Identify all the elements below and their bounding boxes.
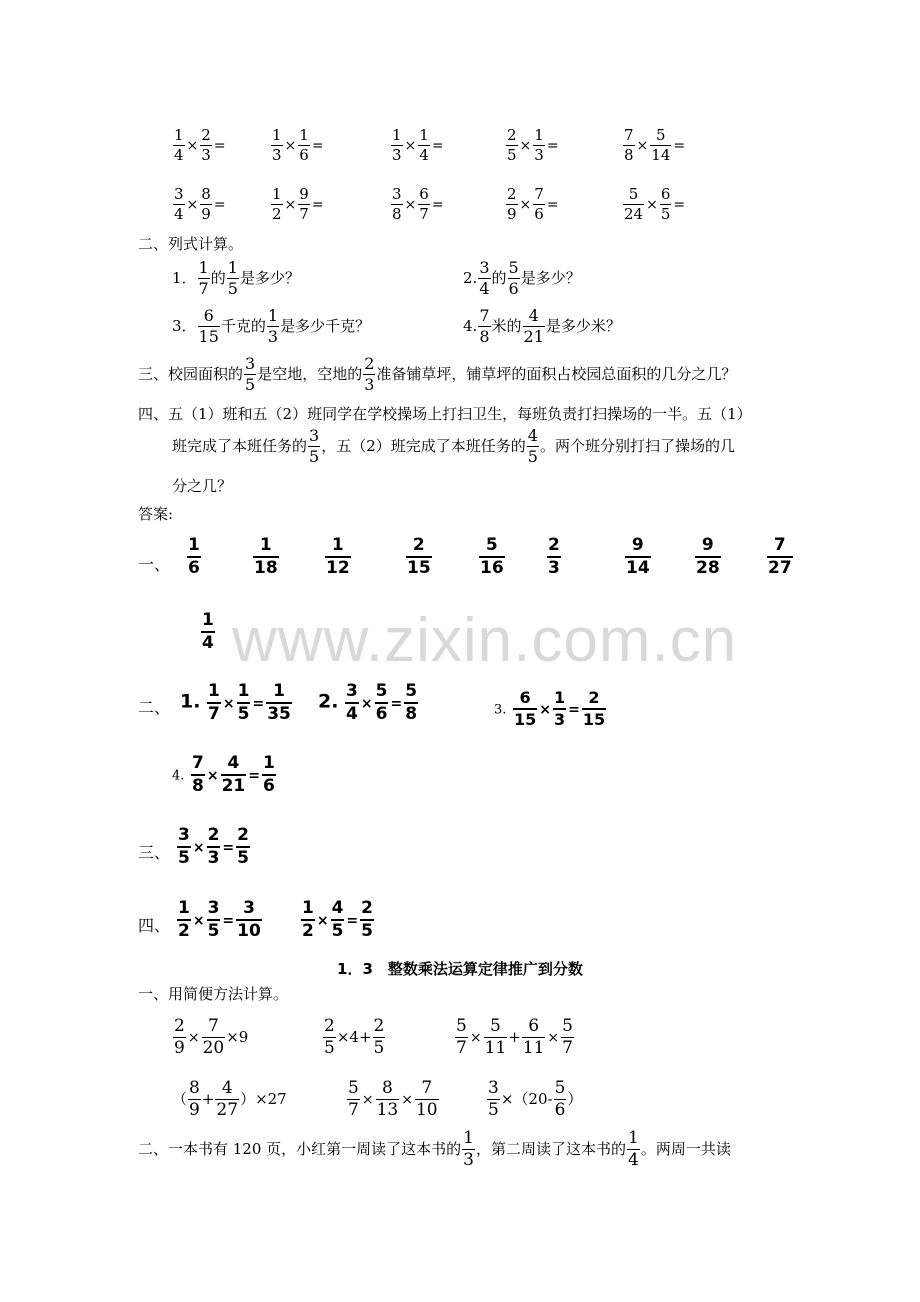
section-4-line1: 四、五（1）班和五（2）班同学在学校操场上打扫卫生，每班负责打扫操场的一半。五（1） xyxy=(138,405,752,423)
fraction: $\frac{1}{4}$ xyxy=(628,1128,639,1170)
fraction: $\frac{1}{3}$ xyxy=(553,688,566,729)
exercise-item: $\frac{1}{2}$ × $\frac{9}{7}$ = xyxy=(272,185,324,223)
fraction: $\frac{4}{27}$ xyxy=(216,1078,239,1120)
fraction: $\frac{5}{6}$ xyxy=(508,258,519,298)
answer-value xyxy=(200,612,216,652)
answer-3-label: 三、 xyxy=(138,843,171,862)
exercise-item: $\frac{7}{8}$ × $\frac{5}{14}$ = xyxy=(624,126,686,164)
answer-4-a: $\frac{1}{2}$ × $\frac{3}{5}$ = $\frac{3}{10}$ xyxy=(178,898,261,941)
fraction: $\frac{2}{5}$ xyxy=(237,825,249,868)
fraction: $\frac{7}{20}$ xyxy=(202,1016,225,1058)
exercise-item: $\frac{1}{4}$ × $\frac{2}{3}$ = xyxy=(174,126,226,164)
fraction: $\frac{9}{14}$ xyxy=(626,535,650,578)
fraction: $\frac{1}{5}$ xyxy=(237,681,250,724)
fraction: $\frac{2}{5}$ xyxy=(507,126,517,164)
lesson-section-1: 一、用简便方法计算。 xyxy=(138,985,289,1003)
exercise-item: $\frac{1}{3}$ × $\frac{1}{6}$ = xyxy=(272,126,324,164)
fraction: $\frac{1}{3}$ xyxy=(534,126,544,164)
fraction: $\frac{2}{9}$ xyxy=(174,1016,185,1058)
fraction: $\frac{1}{4}$ xyxy=(419,126,429,164)
section-4-line3: 分之几？ xyxy=(172,477,233,495)
fraction: $\frac{3}{4}$ xyxy=(174,185,184,223)
fraction: $\frac{1}{3}$ xyxy=(392,126,402,164)
fraction: $\frac{3}{5}$ xyxy=(309,426,320,466)
answer-2-4: 4. $\frac{7}{8}$ × $\frac{4}{21}$ = $\frac{1}{6}$ xyxy=(172,753,275,796)
answer-value xyxy=(186,537,202,577)
fraction: $\frac{5}{16}$ xyxy=(480,535,504,578)
fraction: $\frac{1}{2}$ xyxy=(272,185,282,223)
exercise-item: $\frac{5}{24}$ × $\frac{6}{5}$ = xyxy=(624,185,686,223)
lesson-exercise: $\frac{5}{7}$ × $\frac{8}{13}$ × $\frac{7}{10}$ xyxy=(348,1078,438,1120)
answer-2-label: 二、 xyxy=(138,698,171,717)
fraction: $\frac{7}{8}$ xyxy=(479,306,490,346)
fraction: $\frac{5}{8}$ xyxy=(405,681,418,724)
fraction: $\frac{8}{13}$ xyxy=(376,1078,399,1120)
fraction: $\frac{1}{2}$ xyxy=(178,898,190,941)
fraction: $\frac{1}{6}$ xyxy=(262,753,275,796)
fraction: $\frac{1}{2}$ xyxy=(302,898,314,941)
fraction: $\frac{9}{7}$ xyxy=(299,185,309,223)
fraction: $\frac{2}{3}$ xyxy=(364,354,375,394)
fraction: $\frac{8}{9}$ xyxy=(189,1078,200,1120)
fraction: $\frac{3}{5}$ xyxy=(245,354,256,394)
fraction: $\frac{3}{5}$ xyxy=(488,1078,499,1120)
fraction: $\frac{2}{3}$ xyxy=(548,535,560,578)
fraction: $\frac{1}{5}$ xyxy=(227,258,238,298)
fraction: $\frac{7}{27}$ xyxy=(768,535,792,578)
fraction: $\frac{7}{8}$ xyxy=(191,753,204,796)
answer-heading: 答案: xyxy=(138,505,174,523)
fraction: $\frac{4}{21}$ xyxy=(523,306,544,346)
fraction: $\frac{3}{4}$ xyxy=(479,258,490,298)
lesson-exercise: （ $\frac{8}{9}$ + $\frac{4}{27}$ ）×27 xyxy=(172,1078,287,1120)
fraction: $\frac{5}{6}$ xyxy=(554,1078,566,1120)
fraction: $\frac{5}{11}$ xyxy=(484,1016,507,1058)
fraction: $\frac{2}{5}$ xyxy=(361,898,373,941)
answer-2-1: 1. $\frac{1}{7}$ × $\frac{1}{5}$ = $\frac{1}{35}$ xyxy=(180,681,291,724)
section-3: 三、校园面积的 $\frac{3}{5}$ 是空地，空地的 $\frac{2}{3}$ 准备铺草坪，铺草坪的面积占校园总面积的几分之几？ xyxy=(138,354,737,394)
fraction: $\frac{1}{3}$ xyxy=(272,126,282,164)
fraction: $\frac{3}{5}$ xyxy=(178,825,190,868)
fraction: $\frac{3}{8}$ xyxy=(392,185,402,223)
fraction: $\frac{6}{15}$ xyxy=(513,688,537,729)
lesson-title: 1．3 整数乘法运算定律推广到分数 xyxy=(337,960,583,978)
fraction: $\frac{1}{3}$ xyxy=(463,1128,474,1170)
fraction: $\frac{4}{5}$ xyxy=(331,898,344,941)
fraction: $\frac{1}{4}$ xyxy=(174,126,184,164)
question-1: 1． $\frac{1}{7}$ 的 $\frac{1}{5}$ 是多少？ xyxy=(172,258,300,298)
fraction: $\frac{2}{3}$ xyxy=(207,825,220,868)
answer-value xyxy=(766,537,794,577)
fraction: $\frac{4}{5}$ xyxy=(527,426,538,466)
fraction: $\frac{2}{9}$ xyxy=(507,185,517,223)
fraction: $\frac{3}{5}$ xyxy=(207,898,220,941)
fraction: $\frac{1}{7}$ xyxy=(198,258,209,298)
fraction: $\frac{7}{6}$ xyxy=(534,185,544,223)
exercise-item: $\frac{2}{5}$ × $\frac{1}{3}$ = xyxy=(507,126,559,164)
answer-value xyxy=(478,537,506,577)
fraction: $\frac{2}{5}$ xyxy=(373,1016,385,1058)
answer-2-3: 3. $\frac{6}{15}$ × $\frac{1}{3}$ = $\frac{2}{15}$ xyxy=(494,688,606,729)
section-heading: 二、列式计算。 xyxy=(138,235,244,253)
fraction: $\frac{4}{21}$ xyxy=(221,753,246,796)
answer-2-2: 2. $\frac{3}{4}$ × $\frac{5}{6}$ = $\frac{5}{8}$ xyxy=(318,681,418,724)
question-2: 2. $\frac{3}{4}$ 的 $\frac{5}{6}$ 是多少？ xyxy=(463,258,581,298)
fraction: $\frac{2}{5}$ xyxy=(324,1016,335,1058)
fraction: $\frac{1}{6}$ xyxy=(299,126,309,164)
answer-3: $\frac{3}{5}$ × $\frac{2}{3}$ = $\frac{2}{5}$ xyxy=(178,825,249,868)
fraction: $\frac{9}{28}$ xyxy=(696,535,720,578)
fraction: $\frac{3}{10}$ xyxy=(237,898,261,941)
fraction: $\frac{5}{6}$ xyxy=(375,681,388,724)
answer-value xyxy=(546,537,562,577)
fraction: $\frac{7}{10}$ xyxy=(415,1078,438,1120)
answer-value xyxy=(624,537,652,577)
answer-value xyxy=(252,537,280,577)
fraction: $\frac{8}{9}$ xyxy=(201,185,211,223)
fraction: $\frac{2}{15}$ xyxy=(582,688,606,729)
fraction: $\frac{5}{24}$ xyxy=(624,185,644,223)
fraction: $\frac{6}{15}$ xyxy=(198,306,219,346)
fraction: $\frac{6}{11}$ xyxy=(522,1016,545,1058)
fraction: $\frac{1}{7}$ xyxy=(208,681,220,724)
exercise-item: $\frac{1}{3}$ × $\frac{1}{4}$ = xyxy=(392,126,444,164)
section-4-line2: 班完成了本班任务的 $\frac{3}{5}$ ，五（2）班完成了本班任务的 $\frac{4}{5}$ 。两个班分别打扫了操场的几 xyxy=(172,426,735,466)
watermark: www.zixin.com.cn xyxy=(232,606,738,675)
answer-value xyxy=(324,537,352,577)
lesson-exercise: $\frac{2}{5}$ ×4+ $\frac{2}{5}$ xyxy=(324,1016,385,1058)
answer-value xyxy=(405,537,433,577)
question-3: 3． $\frac{6}{15}$ 千克的 $\frac{1}{3}$ 是多少千克？ xyxy=(172,306,371,346)
fraction: $\frac{6}{5}$ xyxy=(660,185,671,223)
fraction: $\frac{7}{8}$ xyxy=(624,126,634,164)
fraction: $\frac{1}{4}$ xyxy=(202,610,214,653)
answer-value xyxy=(694,537,722,577)
fraction: $\frac{1}{3}$ xyxy=(267,306,279,346)
fraction: $\frac{1}{18}$ xyxy=(254,535,278,578)
lesson-exercise: $\frac{2}{9}$ × $\frac{7}{20}$ ×9 xyxy=(174,1016,249,1058)
exercise-item: $\frac{2}{9}$ × $\frac{7}{6}$ = xyxy=(507,185,559,223)
fraction: $\frac{6}{7}$ xyxy=(419,185,429,223)
exercise-item: $\frac{3}{8}$ × $\frac{6}{7}$ = xyxy=(392,185,444,223)
answer-4-label: 四、 xyxy=(138,916,171,935)
fraction: $\frac{5}{14}$ xyxy=(651,126,671,164)
lesson-exercise: $\frac{5}{7}$ × $\frac{5}{11}$ + $\frac{6}{11}$ × $\frac{5}{7}$ xyxy=(456,1016,573,1058)
fraction: $\frac{5}{7}$ xyxy=(562,1016,573,1058)
answer-4-b: $\frac{1}{2}$ × $\frac{4}{5}$ = $\frac{2}{5}$ xyxy=(302,898,373,941)
lesson-exercise: $\frac{3}{5}$ ×（20- $\frac{5}{6}$ ） xyxy=(488,1078,583,1120)
exercise-item: $\frac{3}{4}$ × $\frac{8}{9}$ = xyxy=(174,185,226,223)
fraction: $\frac{2}{3}$ xyxy=(201,126,211,164)
fraction: $\frac{1}{35}$ xyxy=(267,681,291,724)
fraction: $\frac{2}{15}$ xyxy=(407,535,431,578)
question-4: 4. $\frac{7}{8}$ 米的 $\frac{4}{21}$ 是多少米？ xyxy=(463,306,621,346)
fraction: $\frac{3}{4}$ xyxy=(346,681,358,724)
fraction: $\frac{5}{7}$ xyxy=(348,1078,359,1120)
fraction: $\frac{5}{7}$ xyxy=(456,1016,467,1058)
answer-1-label: 一、 xyxy=(138,555,171,574)
fraction: $\frac{1}{6}$ xyxy=(188,535,200,578)
lesson-section-2: 二、一本书有 120 页，小红第一周读了这本书的 $\frac{1}{3}$ ，第二周读了这本书的 $\frac{1}{4}$ 。两周一共读 xyxy=(138,1128,731,1170)
fraction: $\frac{1}{12}$ xyxy=(326,535,350,578)
